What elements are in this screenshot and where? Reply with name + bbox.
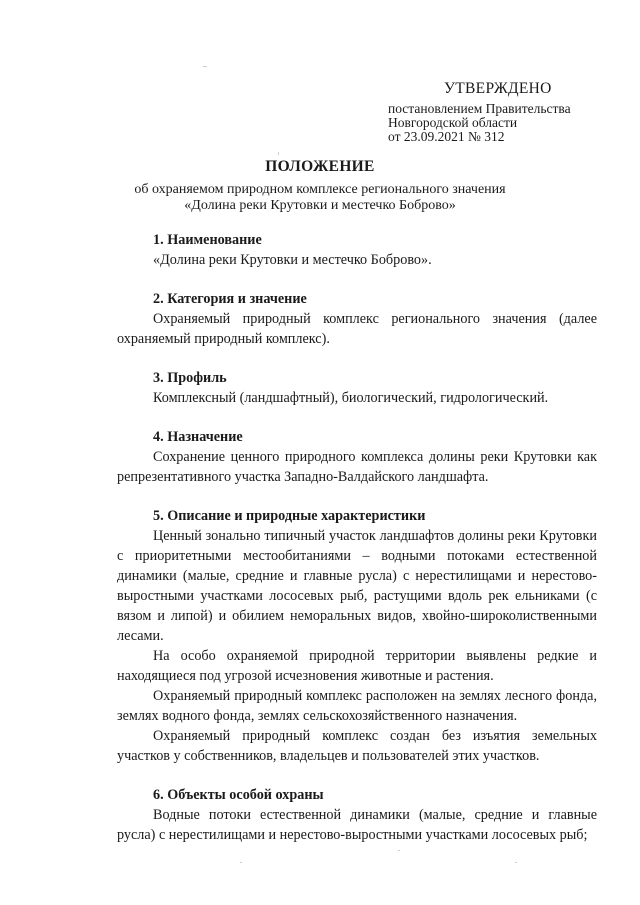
section-heading: 4. Назначение [153,429,243,445]
approval-heading: УТВЕРЖДЕНО [444,80,552,97]
section-paragraph: Комплексный (ландшафтный), биологический, гидрологический. [153,390,549,406]
document-subtitle: об охраняемом природном комплексе регионального значения [134,182,506,197]
section-protected-objects [117,785,597,845]
section-paragraph: Охраняемый природный комплекс регионального значения (далее охраняемый природный комплекс). [117,311,597,347]
document-subtitle: «Долина реки Крутовки и местечко Боброво» [184,198,456,213]
approval-line: Новгородской области [388,115,518,130]
approval-line: постановлением Правительства [388,101,571,116]
approval-stamp [388,80,628,144]
section-paragraph: На особо охраняемой природной территории выявлены редкие и находящиеся под угрозой исчезновения животные и растения. [117,648,597,684]
scan-mark [203,66,207,67]
section-description [117,506,597,766]
section-paragraph: Охраняемый природный комплекс расположен на землях лесного фонда, землях водного фонда, землях сельскохозяйственного назначения. [117,688,597,724]
section-paragraph: Сохранение ценного природного комплекса долины реки Крутовки как репрезентативного участка Западно-Валдайского ландшафта. [117,449,597,485]
section-purpose [117,427,597,487]
section-paragraph: Ценный зонально типичный участок ландшафтов долины реки Крутовки с приоритетными местообитаниями – водными потоками естественной динамики (малые, средние и главные русла) с нерестилищами и нерестово-выростными участками лососевых рыб, растущими вдоль рек ельниками (с вязом и липой) и обилием неморальных видов, хвойно-широколиственными лесами. [117,528,597,644]
section-name [117,230,597,270]
section-heading: 1. Наименование [153,232,262,248]
scan-mark [278,152,279,155]
approval-line: от 23.09.2021 № 312 [388,129,505,144]
section-paragraph: «Долина реки Крутовки и местечко Боброво». [153,252,432,268]
document-title: ПОЛОЖЕНИЕ [265,158,375,175]
section-heading: 5. Описание и природные характеристики [153,508,426,524]
section-heading: 3. Профиль [153,370,227,386]
section-profile [117,368,597,408]
title-block [0,158,640,214]
section-category [117,289,597,349]
section-heading: 6. Объекты особой охраны [153,787,324,803]
section-paragraph: Водные потоки естественной динамики (малые, средние и главные русла) с нерестилищами и нерестово-выростными участками лососевых рыб; [117,807,597,843]
section-paragraph: Охраняемый природный комплекс создан без изъятия земельных участков у собственников, владельцев и пользователей этих участков. [117,728,597,764]
section-heading: 2. Категория и значение [153,291,307,307]
document-body [117,230,597,864]
